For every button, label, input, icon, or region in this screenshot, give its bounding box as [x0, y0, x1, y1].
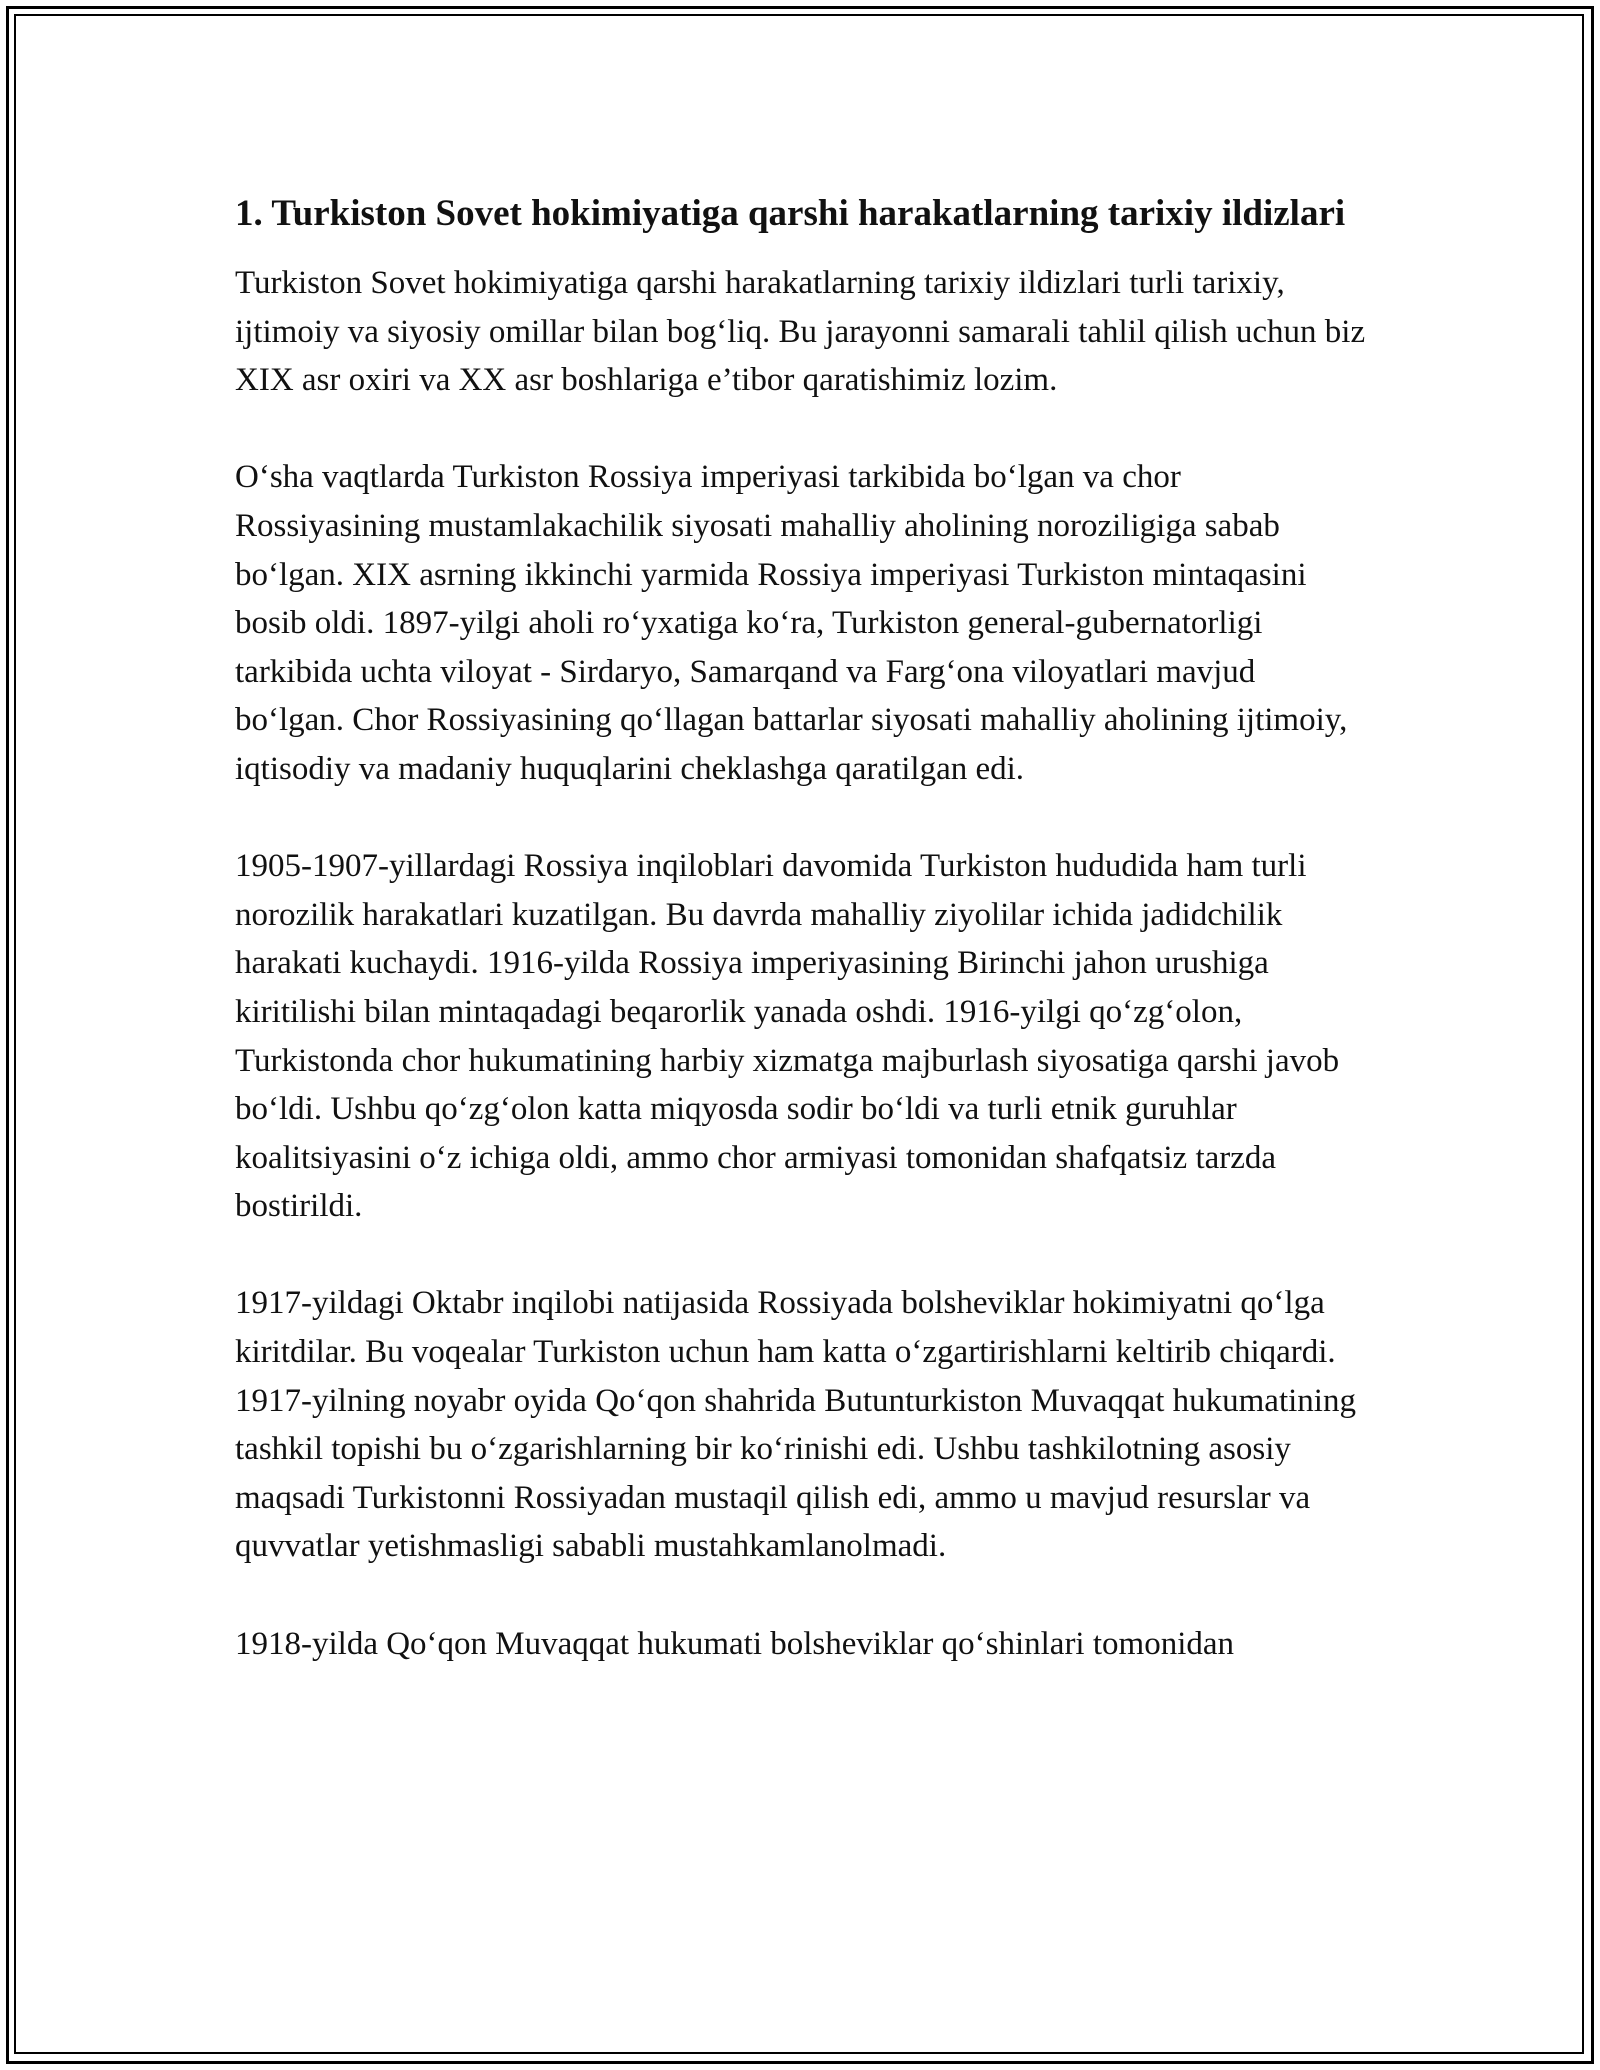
paragraph-intro: Turkiston Sovet hokimiyatiga qarshi harakatlarning tarixiy ildizlari turli tarixiy, ijtimoiy va siyosiy omillar bilan bog‘liq. Bu jarayonni samarali tahlil qilish uchun biz XIX asr oxiri va XX asr boshlariga e’tibor qaratishimiz lozim.	[235, 265, 1366, 399]
paragraph-imperial-rule: O‘sha vaqtlarda Turkiston Rossiya imperiyasi tarkibida bo‘lgan va chor Rossiyasining mustamlakachilik siyosati mahalliy aholining noroziligiga sabab bo‘lgan. XIX asrning ikkinchi yarmida Rossiya imperiyasi Turkiston mintaqasini bosib oldi. 1897-yilgi aholi ro‘yxatiga ko‘ra, Turkiston general-gubernatorligi tarkibida uchta viloyat - Sirdaryo, Samarqand va Farg‘ona viloyatlari mavjud bo‘lgan. Chor Rossiyasining qo‘llagan battarlar siyosati mahalliy aholining ijtimoiy, iqtisodiy va madaniy huquqlarini cheklashga qaratilgan edi.	[235, 459, 1348, 787]
paragraph-october-revolution: 1917-yildagi Oktabr inqilobi natijasida Rossiyada bolsheviklar hokimiyatni qo‘lga kiritdilar. Bu voqealar Turkiston uchun ham katta o‘zgartirishlarni keltirib chiqardi. 1917-yilning noyabr oyida Qo‘qon shahrida Butunturkiston Muvaqqat hukumatining tashkil topishi bu o‘zgarishlarning bir ko‘rinishi edi. Ushbu tashkilotning asosiy maqsadi Turkistonni Rossiyadan mustaqil qilish edi, ammo u mavjud resurslar va quvvatlar yetishmasligi sababli mustahkamlanolmadi.	[235, 1285, 1356, 1565]
document-body	[235, 186, 1370, 1668]
paragraph-revolutions-1905-1916: 1905-1907-yillardagi Rossiya inqiloblari davomida Turkiston hududida ham turli norozilik harakatlari kuzatilgan. Bu davrda mahalliy ziyolilar ichida jadidchilik harakati kuchaydi. 1916-yilda Rossiya imperiyasining Birinchi jahon urushiga kiritilishi bilan mintaqadagi beqarorlik yanada oshdi. 1916-yilgi qo‘zg‘olon, Turkistonda chor hukumatining harbiy xizmatga majburlash siyosatiga qarshi javob bo‘ldi. Ushbu qo‘zg‘olon katta miqyosda sodir bo‘ldi va turli etnik guruhlar koalitsiyasini o‘z ichiga oldi, ammo chor armiyasi tomonidan shafqatsiz tarzda bostirildi.	[235, 848, 1340, 1225]
section-heading: 1. Turkiston Sovet hokimiyatiga qarshi harakatlarning tarixiy ildizlari	[235, 193, 1346, 234]
paragraph-kokand-1918: 1918-yilda Qo‘qon Muvaqqat hukumati bolsheviklar qo‘shinlari tomonidan	[235, 1625, 1235, 1662]
